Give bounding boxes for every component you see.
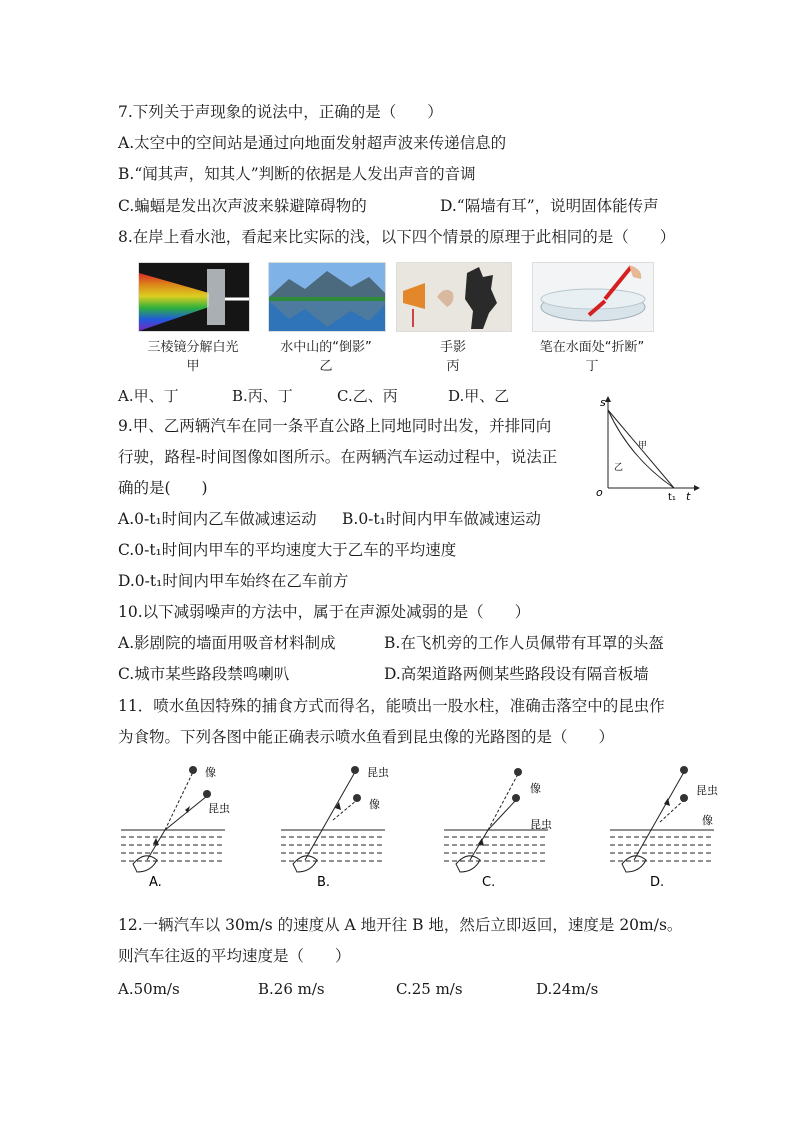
q10-option-d: D.高架道路两侧某些路段设有隔音板墙 bbox=[384, 665, 649, 683]
diagram-b-insect-label: 昆虫 bbox=[367, 766, 389, 779]
q12-option-a: A.50m/s bbox=[118, 980, 180, 998]
light-path-diagram-d bbox=[604, 760, 729, 890]
q7-option-c: C.蝙蝠是发出次声波来躲避障碍物的 bbox=[118, 197, 367, 215]
diagram-a-option: A. bbox=[149, 875, 162, 890]
q9-option-a: A.0-t₁时间内乙车做减速运动 bbox=[118, 510, 317, 528]
light-path-diagram-c bbox=[438, 760, 553, 890]
reflection-caption: 水中山的“倒影” bbox=[280, 340, 372, 355]
q10-stem: 10.以下减弱噪声的方法中，属于在声源处减弱的是（ ） bbox=[118, 603, 531, 621]
q8-option-b: B.丙、丁 bbox=[232, 387, 293, 405]
origin-label: o bbox=[596, 486, 603, 499]
light-path-diagram-b bbox=[275, 760, 390, 890]
q8-option-d: D.甲、乙 bbox=[448, 387, 510, 405]
curve-a-label: 甲 bbox=[638, 441, 648, 451]
pen-in-water-picture bbox=[532, 262, 654, 332]
q9-option-d: D.0-t₁时间内甲车始终在乙车前方 bbox=[118, 572, 349, 590]
prism-caption: 三棱镜分解白光 bbox=[147, 340, 239, 355]
q8-option-a: A.甲、丁 bbox=[118, 387, 179, 405]
q12-option-c: C.25 m/s bbox=[396, 980, 463, 998]
q7-stem: 7.下列关于声现象的说法中，正确的是（ ） bbox=[118, 103, 443, 121]
q8-stem: 8.在岸上看水池，看起来比实际的浅，以下四个情景的原理于此相同的是（ ） bbox=[118, 228, 676, 246]
diagram-c-option: C. bbox=[482, 875, 496, 890]
curve-b-label: 乙 bbox=[614, 463, 624, 473]
prism-picture bbox=[138, 262, 250, 332]
q9-stem-line-3: 确的是( ) bbox=[118, 479, 208, 497]
q12-option-d: D.24m/s bbox=[536, 980, 599, 998]
q10-option-a: A.影剧院的墙面用吸音材料制成 bbox=[118, 634, 336, 652]
axis-t-label: t bbox=[686, 490, 691, 502]
diagram-c-image-label: 像 bbox=[530, 782, 541, 795]
diagram-c-insect-label: 昆虫 bbox=[530, 818, 552, 831]
pen-in-water-label: 丁 bbox=[585, 359, 599, 374]
q9-option-b: B.0-t₁时间内甲车做减速运动 bbox=[342, 510, 541, 528]
diagram-d-image-label: 像 bbox=[702, 814, 713, 827]
hand-shadow-label: 丙 bbox=[446, 359, 460, 374]
q12-option-b: B.26 m/s bbox=[258, 980, 325, 998]
reflection-label: 乙 bbox=[319, 359, 333, 374]
q9-stem-line-1: 9.甲、乙两辆汽车在同一条平直公路上同地同时出发，并排同向 bbox=[118, 417, 552, 435]
q9-stem-line-2: 行驶，路程-时间图像如图所示。在两辆汽车运动过程中，说法正 bbox=[118, 448, 558, 466]
pen-in-water-caption: 笔在水面处“折断” bbox=[539, 340, 645, 355]
q10-option-b: B.在飞机旁的工作人员佩带有耳罩的头盔 bbox=[384, 634, 664, 652]
q7-option-a: A.太空中的空间站是通过向地面发射超声波来传递信息的 bbox=[118, 134, 507, 152]
diagram-d-insect-label: 昆虫 bbox=[696, 784, 718, 797]
diagram-b-image-label: 像 bbox=[369, 798, 380, 811]
q11-stem-line-2: 为食物。下列各图中能正确表示喷水鱼看到昆虫像的光路图的是（ ） bbox=[118, 728, 615, 746]
diagram-a-image-label: 像 bbox=[205, 766, 216, 779]
prism-label: 甲 bbox=[186, 359, 200, 374]
diagram-d-option: D. bbox=[650, 875, 665, 890]
q11-stem-line-1: 11．喷水鱼因特殊的捕食方式而得名，能喷出一股水柱，准确击落空中的昆虫作 bbox=[118, 697, 665, 715]
q12-stem-line-1: 12.一辆汽车以 30m/s 的速度从 A 地开往 B 地，然后立即返回，速度是 20m/s。 bbox=[118, 916, 683, 934]
diagram-b-option: B. bbox=[317, 875, 331, 890]
q9-option-c: C.0-t₁时间内甲车的平均速度大于乙车的平均速度 bbox=[118, 541, 457, 559]
distance-time-graph bbox=[590, 392, 700, 502]
reflection-picture bbox=[268, 262, 386, 332]
q8-option-c: C.乙、丙 bbox=[337, 387, 398, 405]
light-path-diagram-a bbox=[115, 760, 230, 890]
axis-s-label: s bbox=[600, 396, 606, 409]
q7-option-d: D.“隔墙有耳”，说明固体能传声 bbox=[440, 197, 659, 215]
hand-shadow-caption: 手影 bbox=[439, 340, 466, 355]
q10-option-c: C.城市某些路段禁鸣喇叭 bbox=[118, 665, 290, 683]
q12-stem-line-2: 则汽车往返的平均速度是（ ） bbox=[118, 947, 351, 965]
hand-shadow-picture bbox=[396, 262, 512, 332]
t1-label: t₁ bbox=[668, 492, 676, 502]
diagram-a-insect-label: 昆虫 bbox=[208, 802, 230, 815]
q7-option-b: B.“闻其声，知其人”判断的依据是人发出声音的音调 bbox=[118, 165, 476, 183]
